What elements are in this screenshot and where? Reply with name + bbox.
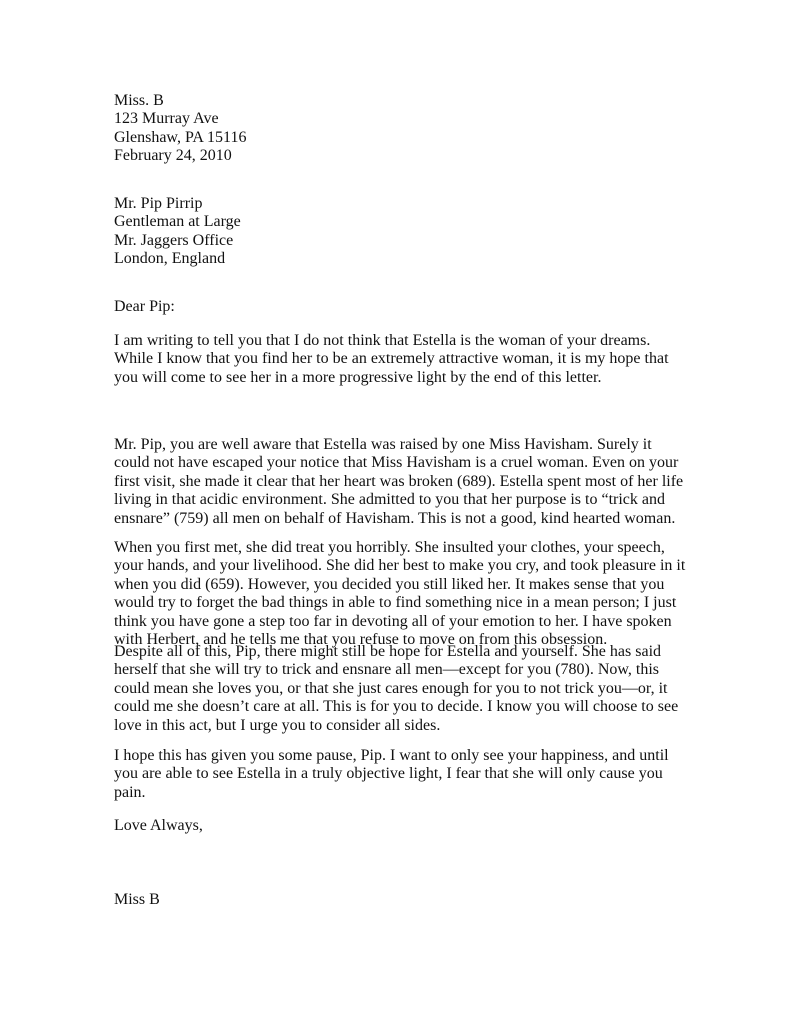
paragraph-4	[114, 643, 734, 735]
text-line: Mr. Pip Pirrip	[114, 195, 203, 212]
text-line: first visit, she made it clear that her heart was broken (689). Estella spent most of her life	[114, 472, 684, 490]
text-line: Dear Pip:	[114, 298, 175, 315]
text-line: Gentleman at Large	[114, 213, 241, 231]
text-line: Love Always,	[114, 817, 203, 834]
text-line: I hope this has given you some pause, Pip. I want to only see your happiness, and until	[114, 747, 669, 764]
text-line: love in this act, but I urge you to consider all sides.	[114, 716, 441, 734]
text-line: could mean she loves you, or that she just cares enough for you to not trick you—or, it	[114, 679, 668, 697]
text-line: 123 Murray Ave	[114, 110, 219, 128]
text-line: with Herbert, and he tells me that you refuse to move on from this obsession.	[114, 630, 608, 648]
text-line: when you did (659). However, you decided you still liked her. It makes sense that you	[114, 575, 665, 593]
text-line: Despite all of this, Pip, there might still be hope for Estella and yourself. She has said	[114, 643, 662, 660]
text-line: London, England	[114, 250, 226, 268]
text-line: pain.	[114, 783, 146, 801]
paragraph-5	[114, 747, 734, 802]
text-line: could me she doesn’t care at all. This is for you to decide. I know you will choose to see	[114, 698, 679, 716]
text-line: could not have escaped your notice that Miss Havisham is a cruel woman. Even on your	[114, 454, 679, 472]
paragraph-2	[114, 436, 734, 528]
text-line: would try to forget the bad things in able to find something nice in a mean person; I just	[114, 594, 677, 612]
closing	[114, 817, 734, 835]
salutation	[114, 298, 734, 316]
sender-address	[114, 92, 734, 166]
text-line: your hands, and your livelihood. She did her best to make you cry, and took pleasure in it	[114, 557, 686, 575]
signature	[114, 891, 734, 909]
text-line: herself that she will try to trick and ensnare all men—except for you (780). Now, this	[114, 661, 660, 679]
text-line: I am writing to tell you that I do not think that Estella is the woman of your dreams.	[114, 332, 651, 349]
text-line: While I know that you find her to be an extremely attractive woman, it is my hope that	[114, 350, 669, 368]
text-line: Mr. Jaggers Office	[114, 231, 234, 249]
text-line: Glenshaw, PA 15116	[114, 128, 247, 146]
paragraph-3	[114, 539, 734, 649]
paragraph-1	[114, 332, 734, 387]
text-line: think you have gone a step too far in devoting all of your emotion to her. I have spoken	[114, 612, 672, 630]
text-line: living in that acidic environment. She admitted to you that her purpose is to “trick and	[114, 491, 665, 509]
text-line: February 24, 2010	[114, 147, 232, 165]
text-line: When you first met, she did treat you horribly. She insulted your clothes, your speech,	[114, 539, 665, 556]
text-line: ensnare” (759) all men on behalf of Havisham. This is not a good, kind hearted woman.	[114, 509, 676, 527]
text-line: you will come to see her in a more progressive light by the end of this letter.	[114, 368, 602, 386]
text-line: you are able to see Estella in a truly objective light, I fear that she will only cause you	[114, 765, 663, 783]
text-line: Miss. B	[114, 92, 164, 109]
text-line: Mr. Pip, you are well aware that Estella was raised by one Miss Havisham. Surely it	[114, 436, 652, 453]
recipient-address	[114, 195, 734, 269]
text-line: Miss B	[114, 891, 160, 908]
